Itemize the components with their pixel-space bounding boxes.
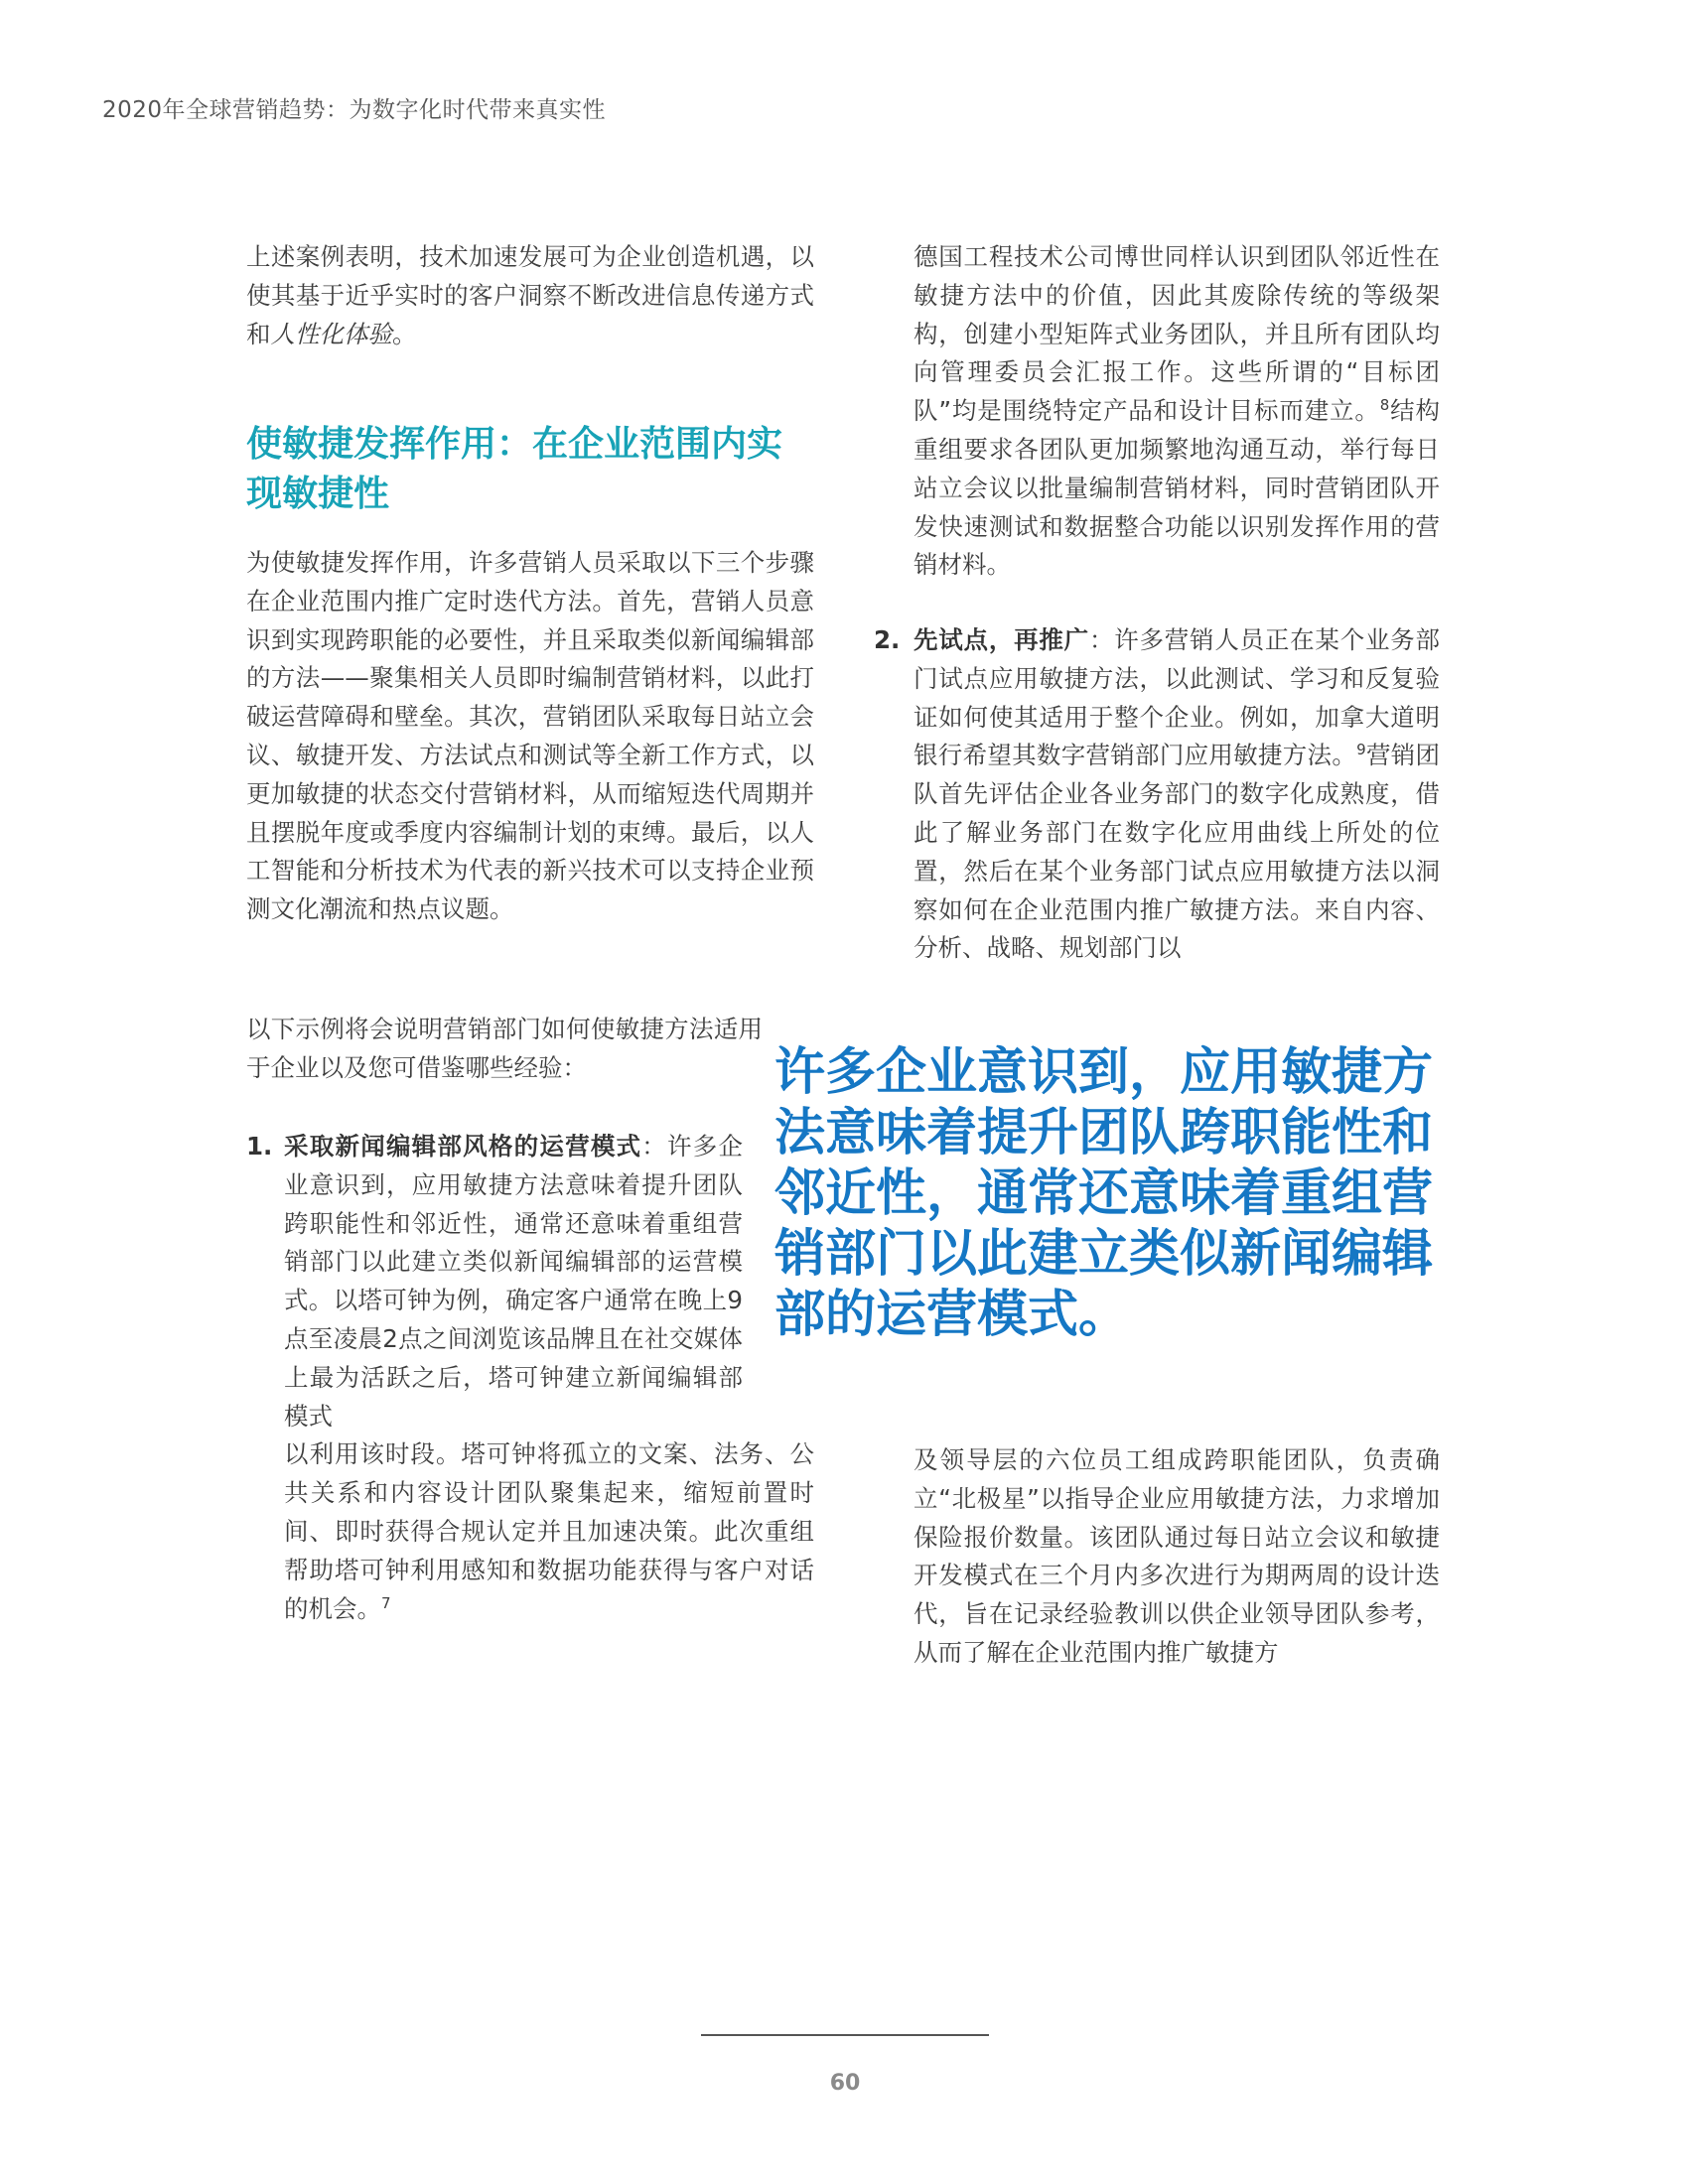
pull-quote: 许多企业意识到，应用敏捷方法意味着提升团队跨职能性和邻近性，通常还意味着重组营销部门以此建立类似新闻编辑部的运营模式。 [774, 1043, 1434, 1344]
list-item-1-text-bottom: 以利用该时段。塔可钟将孤立的文案、法务、公共关系和内容设计团队聚集起来，缩短前置时间、即时获得合规认定并且加速决策。此次重组帮助塔可钟利用感知和数据功能获得与客户对话的机会。$^7$ [284, 1439, 814, 1623]
footnote-ref: 8 [1379, 396, 1390, 415]
intro-paragraph: 上述案例表明，技术加速发展可为企业创造机遇，以使其基于近乎实时的客户洞察不断改进信息传递方式和人性化体验。 [246, 242, 814, 348]
footer-divider [701, 2034, 989, 2036]
list-item-1-text-top: 采取新闻编辑部风格的运营模式：许多企业意识到，应用敏捷方法意味着提升团队跨职能性和邻近性，通常还意味着重组营销部门以此建立类似新闻编辑部的运营模式。以塔可钟为例，确定客户通常在晚上9点至凌晨2点之间浏览该品牌且在社交媒体上最为活跃之后，塔可钟建立新闻编辑部模式 [284, 1132, 744, 1431]
page-number: 60 [829, 2071, 861, 2096]
list-number: 1. [246, 1132, 273, 1160]
running-header: 2020年全球营销趋势：为数字化时代带来真实性 [102, 97, 607, 123]
list-item-1 [246, 1128, 814, 1628]
section-heading: 使敏捷发挥作用：在企业范围内实现敏捷性 [246, 424, 783, 514]
list-item-2-text: 先试点，再推广：许多营销人员正在某个业务部门试点应用敏捷方法，以此测试、学习和反复验证如何使其适用于整个企业。例如，加拿大道明银行希望其数字营销部门应用敏捷方法。$^9$营销团队首先评估企业各业务部门的数字化成熟度，借此了解业务部门在数字化应用曲线上所处的位置，然后在某个业务部门试点应用敏捷方法以洞察如何在企业范围内推广敏捷方法。来自内容、分析、战略、规划部门以 [914, 625, 1441, 963]
body-paragraph-continued: 及领导层的六位员工组成跨职能团队，负责确立“北极星”以指导企业应用敏捷方法，力求增加保险报价数量。该团队通过每日站立会议和敏捷开发模式在三个月内多次进行为期两周的设计迭代，旨在记录经验教训以供企业领导团队参考，从而了解在企业范围内推广敏捷方 [914, 1445, 1440, 1667]
list-number: 2. [874, 625, 901, 654]
footnote-ref: 9 [1356, 741, 1366, 759]
footnote-ref: 7 [381, 1593, 391, 1612]
body-paragraph-steps: 为使敏捷发挥作用，许多营销人员采取以下三个步骤在企业范围内推广定时迭代方法。首先，营销人员意识到实现跨职能的必要性，并且采取类似新闻编辑部的方法——聚集相关人员即时编制营销材料，以此打破运营障碍和壁垒。其次，营销团队采取每日站立会议、敏捷开发、方法试点和测试等全新工作方式，以更加敏捷的状态交付营销材料，从而缩短迭代周期并且摆脱年度或季度内容编制计划的束缚。最后，以人工智能和分析技术为代表的新兴技术可以支持企业预测文化潮流和热点议题。 [246, 548, 814, 924]
list-item-2 [874, 621, 1440, 968]
bosch-paragraph: 德国工程技术公司博世同样认识到团队邻近性在敏捷方法中的价值，因此其废除传统的等级架构，创建小型矩阵式业务团队，并且所有团队均向管理委员会汇报工作。这些所谓的“目标团队”均是围绕特定产品和设计目标而建立。$^8$结构重组要求各团队更加频繁地沟通互动，举行每日站立会议以批量编制营销材料，同时营销团队开发快速测试和数据整合功能以识别发挥作用的营销材料。 [914, 242, 1441, 580]
body-paragraph-examples: 以下示例将会说明营销部门如何使敏捷方法适用于企业以及您可借鉴哪些经验： [246, 1015, 763, 1082]
